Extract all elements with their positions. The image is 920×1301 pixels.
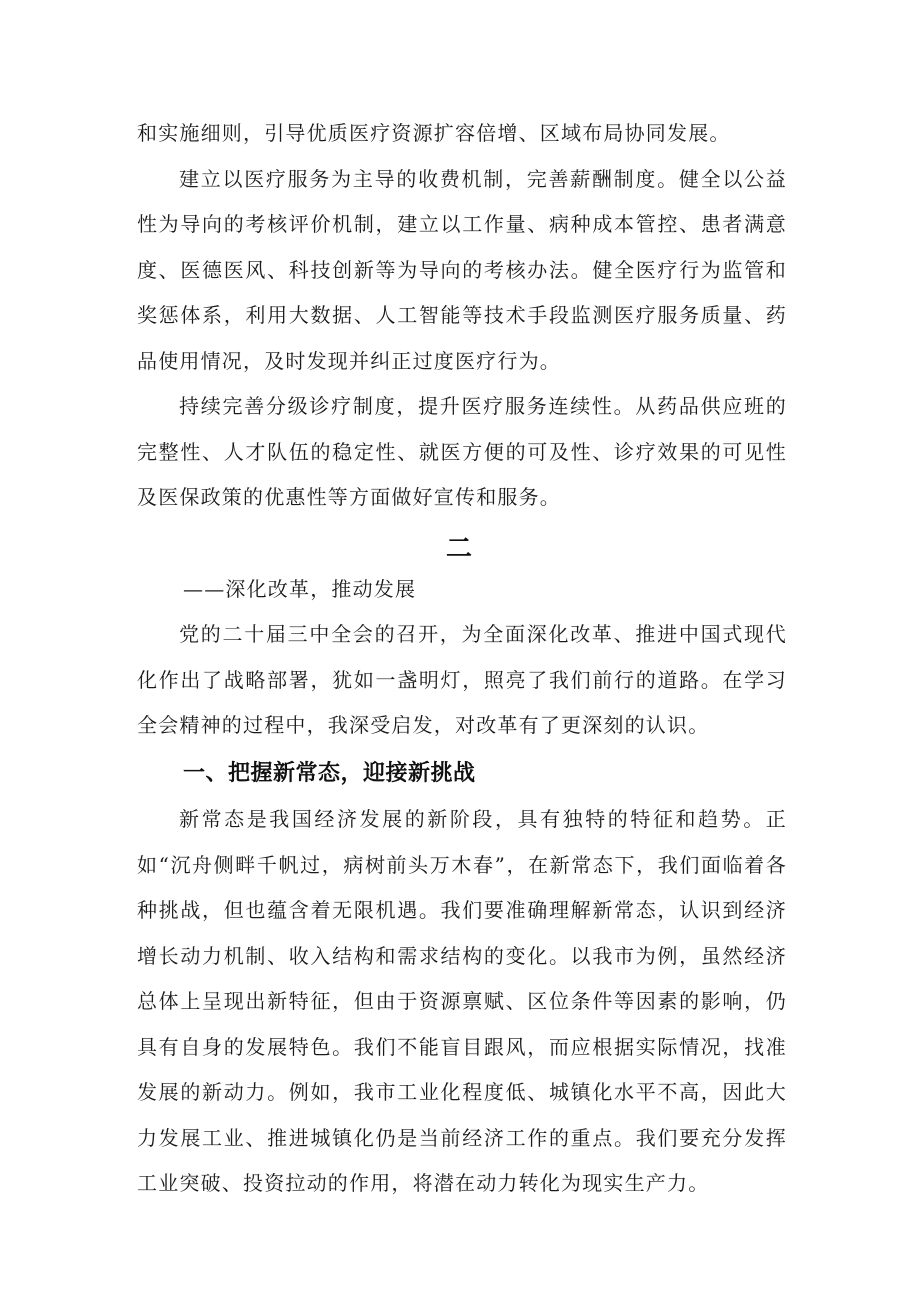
new-normal-paragraph: 新常态是我国经济发展的新阶段，具有独特的特征和趋势。正如“沉舟侧畔千帆过，病树前头万木春”，在新常态下，我们面临着各种挑战，但也蕴含着无限机遇。我们要准确理解新常态，认识到经济增长动力机制、收入结构和需求结构的变化。以我市为例，虽然经济总体上呈现出新特征，但由于资源禀赋、区位条件等因素的影响，仍具有自身的发展特色。我们不能盲目跟风，而应根据实际情况，找准发展的新动力。例如，我市工业化程度低、城镇化水平不高，因此大力发展工业、推进城镇化仍是当前经济工作的重点。我们要充分发挥工业突破、投资拉动的作用，将潜在动力转化为现实生产力。	[137, 807, 787, 1195]
fee-mechanism-paragraph: 建立以医疗服务为主导的收费机制，完善薪酬制度。健全以公益性为导向的考核评价机制，建立以工作量、病种成本管控、患者满意度、医德医风、科技创新等为导向的考核办法。健全医疗行为监管和奖惩体系，利用大数据、人工智能等技术手段监测医疗服务质量、药品使用情况，及时发现并纠正过度医疗行为。	[137, 166, 787, 373]
intro-paragraph: 党的二十届三中全会的召开，为全面深化改革、推进中国式现代化作出了战略部署，犹如一盏明灯，照亮了我们前行的道路。在学习全会精神的过程中，我深受启发，对改革有了更深刻的认识。	[137, 622, 787, 737]
section-subtitle: ——深化改革，推动发展	[183, 577, 417, 601]
body-text-block	[137, 797, 787, 1207]
intro-text-block	[137, 612, 787, 749]
continued-paragraph: 和实施细则，引导优质医疗资源扩容倍增、区域布局协同发展。	[137, 121, 731, 145]
section-heading: 一、把握新常态，迎接新挑战	[183, 761, 476, 786]
tiered-diagnosis-paragraph: 持续完善分级诊疗制度，提升医疗服务连续性。从药品供应班的完整性、人才队伍的稳定性、就医方便的可及性、诊疗效果的可见性及医保政策的优惠性等方面做好宣传和服务。	[137, 394, 787, 509]
section-number: 二	[445, 534, 474, 564]
top-text-block	[137, 111, 787, 521]
